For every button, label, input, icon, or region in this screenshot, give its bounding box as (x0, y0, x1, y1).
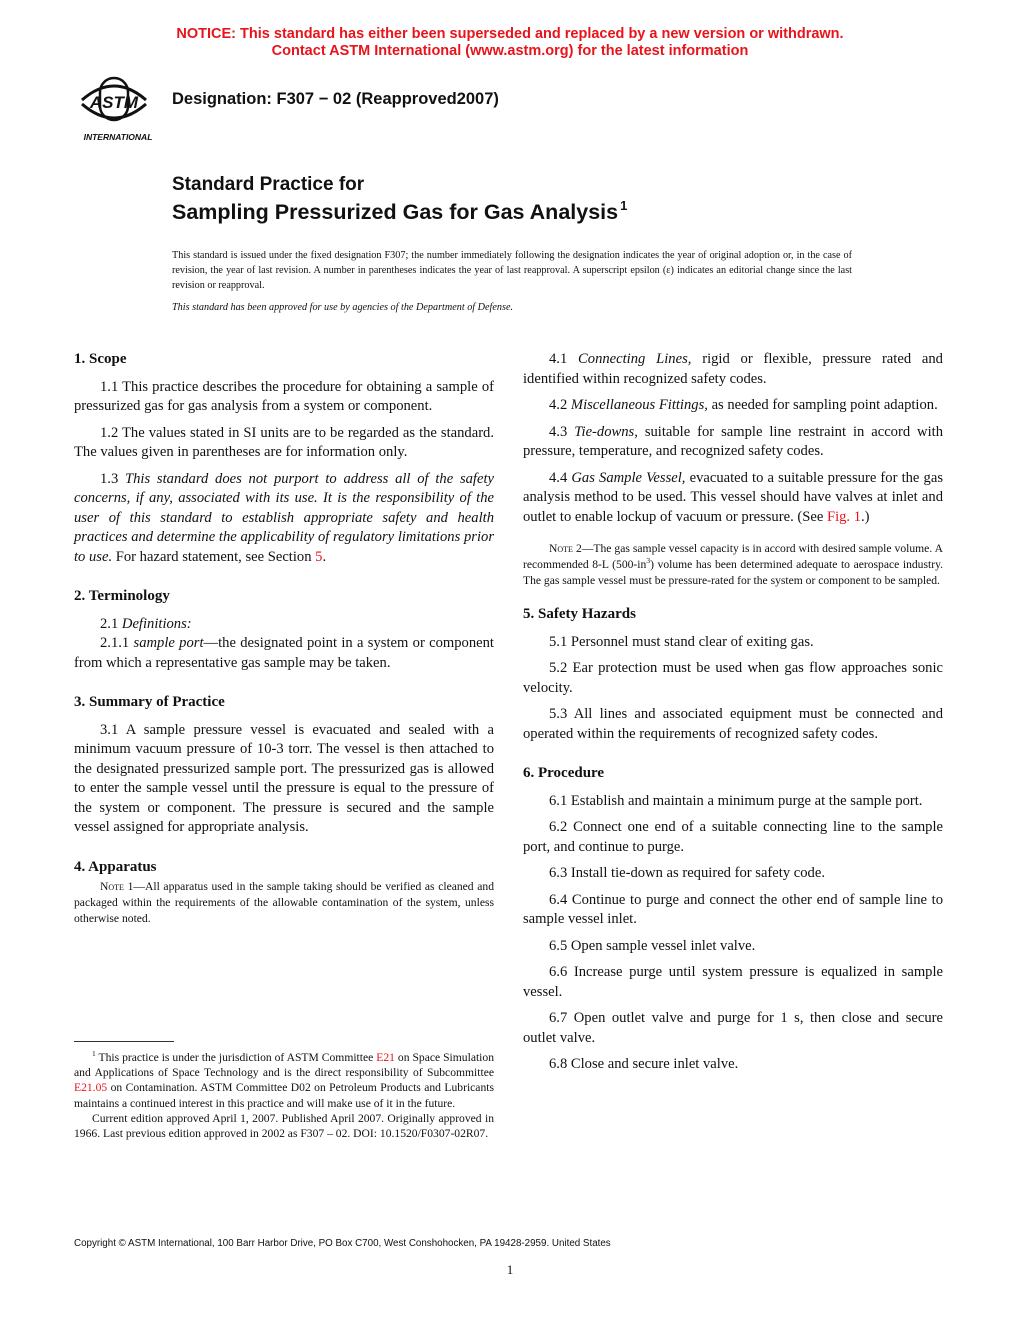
notice-line-1: NOTICE: This standard has either been superseded and replaced by a new version or withdrawn. (176, 26, 844, 42)
footnote-divider (74, 1041, 174, 1042)
paragraph: 4.2 Miscellaneous Fittings, as needed for sampling point adaption. (549, 397, 938, 413)
paragraph: 6.3 Install tie-down as required for safety code. (549, 865, 825, 881)
footnote: $^1$ This practice is under the jurisdiction of ASTM Committee E21 on Space Simulation and Applications of Space Technology and is the direct responsibility of Subcommittee E21.05 on Contamination. ASTM Committee D02 on Petroleum Products and Lubricants maintains a continued interest in this practice and will make use of it in the future. Current edition approved April 1, 2007. Published April 2007. Originally approved in 1966. Last previous edition approved in 2002 as F307 – 02. DOI: 10.1520/F0307-02R07. (74, 1049, 494, 1141)
page-number: 1 (506, 1262, 514, 1277)
paragraph: 5.3 All lines and associated equipment must be connected and operated within the requirements of recognized safety codes. (523, 706, 943, 742)
paragraph: 5.2 Ear protection must be used when gas flow approaches sonic velocity. (523, 660, 943, 696)
title-footnote-mark[interactable]: 1 (620, 198, 628, 213)
paragraph: 2.1 Definitions: (100, 615, 192, 632)
paragraph: 6.2 Connect one end of a suitable connecting line to the sample port, and continue to purge. (523, 819, 943, 855)
paragraph: 6.4 Continue to purge and connect the other end of sample line to sample vessel inlet. (523, 891, 943, 927)
paragraph: 2.1.1 sample port—the designated point in a system or component from which a representative gas sample may be taken. (74, 635, 494, 671)
logo-sub: INTERNATIONAL (83, 132, 153, 142)
title-line-1: Standard Practice for (172, 174, 365, 195)
dod-approval: This standard has been approved for use by agencies of the Department of Defense. (172, 302, 514, 313)
paragraph: 4.3 Tie-downs, suitable for sample line restraint in accord with pressure, temperature, and recognized safety codes. (523, 423, 944, 459)
paragraph: 6.7 Open outlet valve and purge for 1 s, then close and secure outlet valve. (523, 1010, 943, 1046)
section-heading: 1. Scope (74, 351, 127, 367)
title-text: Sampling Pressurized Gas for Gas Analysis (172, 200, 619, 224)
notice-line-2: Contact ASTM International (www.astm.org) for the latest information (271, 43, 749, 59)
note: Note 1—All apparatus used in the sample taking should be verified as cleaned and packaged within the requirements of the allowable contamination of the system, unless otherwise noted. (74, 880, 494, 925)
paragraph: 1.3 This standard does not purport to address all of the safety concerns, if any, associated with its use. It is the responsibility of the user of this standard to establish appropriate safety and health practices and determine the applicability of regulatory limitations prior to use. For hazard statement, see Section 5. (74, 470, 494, 565)
logo-letters: ASTM (89, 93, 139, 112)
paragraph: 6.6 Increase purge until system pressure is equalized in sample vessel. (523, 964, 943, 1000)
paragraph: 4.4 Gas Sample Vessel, evacuated to a suitable pressure for the gas analysis method to be used. This vessel should have valves at inlet and outlet to enable lockup of vacuum or pressure. (See Fig. 1.) (523, 469, 943, 525)
paragraph: 1.1 This practice describes the procedure for obtaining a sample of pressurized gas for gas analysis from a system or component. (74, 378, 494, 414)
section-heading: 5. Safety Hazards (523, 606, 636, 622)
left-column (74, 350, 494, 943)
section-link[interactable]: 5 (315, 548, 323, 565)
paragraph: 6.8 Close and secure inlet valve. (549, 1056, 739, 1072)
section-heading: 6. Procedure (523, 765, 605, 781)
title-line-2 (172, 198, 627, 225)
right-column (523, 350, 943, 1082)
section-heading: 2. Terminology (74, 588, 170, 604)
section-heading: 4. Apparatus (74, 858, 157, 875)
section-heading: 3. Summary of Practice (74, 694, 225, 710)
paragraph: 3.1 A sample pressure vessel is evacuated and sealed with a minimum vacuum pressure of 10-3 torr. The vessel is then attached to the designated pressurized sample port. The pressurized gas is allowed to enter the sample vessel until the pressure is equal to the pressure of the system or component. The pressure is secured and the sample vessel assigned for appropriate analysis. (74, 721, 494, 835)
paragraph: 5.1 Personnel must stand clear of exiting gas. (549, 633, 814, 650)
paragraph: 6.5 Open sample vessel inlet valve. (549, 937, 756, 954)
withdrawal-notice (0, 26, 1020, 60)
paragraph: 6.1 Establish and maintain a minimum purge at the sample port. (549, 792, 923, 809)
note: Note 2—The gas sample vessel capacity is in accord with desired sample volume. A recommended 8-L $(500-in^3)$ volume has been determined adequate to aerospace industry. The gas sample vessel must be pressure-rated for the system or component to be sampled. (523, 542, 944, 587)
committee-link[interactable]: E21 (376, 1051, 395, 1064)
subcommittee-link[interactable]: E21.05 (74, 1081, 108, 1095)
preamble: This standard is issued under the fixed designation F307; the number immediately following the designation indicates the year of original adoption or, in the case of revision, the year of last revision. A number in parentheses indicates the year of last reapproval. A superscript epsilon (ε) indicates an editorial change since the last revision or reapproval. (172, 250, 852, 291)
paragraph: 4.1 Connecting Lines, rigid or flexible, pressure rated and identified within recognized safety codes. (523, 351, 943, 387)
copyright: Copyright © ASTM International, 100 Barr Harbor Drive, PO Box C700, West Conshohocken, PA 19428-2959. United States (74, 1238, 611, 1249)
paragraph: 1.2 The values stated in SI units are to be regarded as the standard. The values given in parentheses are for information only. (74, 424, 494, 460)
astm-logo-icon (72, 74, 164, 146)
figure-link[interactable]: Fig. 1 (826, 508, 862, 525)
designation: Designation: F307 − 02 (Reapproved2007) (172, 90, 499, 108)
